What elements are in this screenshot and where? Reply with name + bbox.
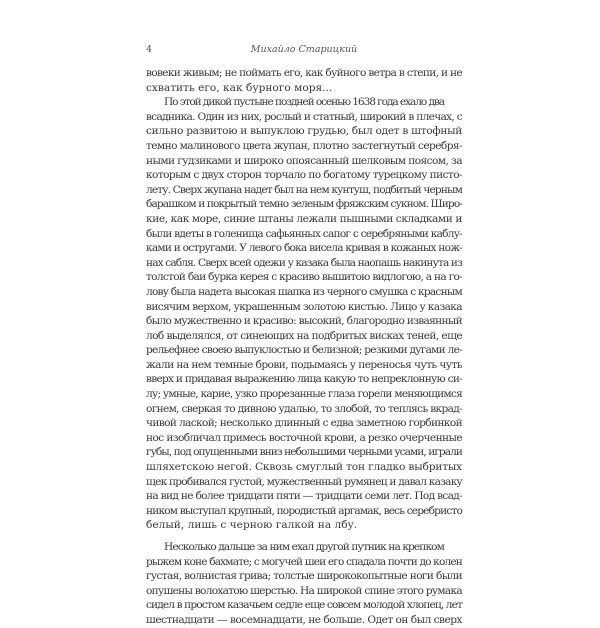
text-line: кие, как море, синие штаны лежали пышными складками и bbox=[146, 212, 462, 225]
text-line: лоб выделялся, от синеющих на подбритых висках теней, еще bbox=[146, 329, 462, 342]
text-line: огнем, сверкая то дивною удалью, то злобой, то теплясь вкрад- bbox=[146, 402, 462, 415]
text-line: барашком и покрытый темно зеленым фряжским сукном. Широ- bbox=[146, 198, 462, 211]
text-line: лову была надета высокая шапка из черного смушка с красным bbox=[146, 285, 462, 298]
text-line: чивой лаской; несколько длинный с едва заметною горбинкой bbox=[146, 417, 462, 430]
text-line: шляхетскою негой. Сквозь смуглый тон гладко выбритых bbox=[146, 461, 462, 474]
text-line: губы, под опущенными вниз небольшими черными усами, играли bbox=[146, 446, 462, 459]
text-line: всадника. Один из них, рослый и статный, широкий в плечах, с bbox=[146, 110, 462, 123]
text-line: темно малинового цвета жупан, плотно застегнутый серебря- bbox=[146, 139, 462, 152]
paragraph bbox=[146, 540, 462, 628]
text-line: вверх и придавая выражению лица какую то непреклонную си- bbox=[146, 373, 462, 386]
text-line: густая, волнистая грива; толстые ширококопытные ноги были bbox=[146, 570, 463, 583]
body-text bbox=[146, 66, 462, 628]
text-line: рельефнее своею выпуклостью и белизной; резкими дугами ле- bbox=[146, 344, 462, 357]
paragraph-spacer bbox=[146, 533, 462, 540]
text-line: рыжем коне бахмате; с могучей шеи его спадала почти до колен bbox=[146, 555, 462, 568]
paragraph bbox=[146, 95, 462, 533]
text-line: лету. Сверх жупана надет был на нем кунтуш, подбитый черным bbox=[146, 183, 462, 196]
text-line: сидел в простом казачьем седле еще совсем молодой хлопец, лет bbox=[146, 599, 462, 612]
text-line: нах сабля. Сверх всей одежи у казака была наопашь накинута из bbox=[146, 256, 462, 269]
text-line: белый, лишь с черною галкой на лбу. bbox=[146, 519, 358, 532]
text-line: которым с двух сторон торчало по богатому турецкому писто- bbox=[146, 169, 462, 182]
paragraph bbox=[146, 66, 462, 95]
text-line: нос изобличал примесь восточной крови, а резко очерченные bbox=[146, 431, 462, 444]
text-line: толстой баи бурка керея с красиво вышитою видлогою, а на го- bbox=[146, 271, 462, 284]
text-line: висячим верхом, украшенным золотою кистью. Лицо у казака bbox=[146, 300, 462, 313]
running-header bbox=[146, 44, 462, 58]
running-header-author: Михайло Старицкий bbox=[250, 44, 358, 55]
text-line: По этой дикой пустыне поздней осенью 1638 года ехало два bbox=[164, 96, 444, 109]
text-line: было мужественно и красиво: высокий, благородно изваянный bbox=[146, 315, 462, 328]
text-line: ками и остругами. У левого бока висела кривая в кожаных нож- bbox=[146, 242, 462, 255]
text-line: лу; умные, карие, узко прорезанные глаза горели меняющимся bbox=[146, 388, 462, 401]
text-line: на вид не более тридцати пяти — тридцати семи лет. Под всад- bbox=[146, 490, 462, 503]
text-line: опушены волохатою шерстью. На широкой спине этого румака bbox=[146, 584, 462, 597]
text-line: сильно развитою и выпуклою грудью, был одет в штофный bbox=[146, 125, 462, 138]
text-line: ными гудзиками и широко опоясанный шелковым поясом, за bbox=[146, 154, 462, 167]
text-line: были вдеты в голенища сафьянных сапог с серебряными каблу- bbox=[146, 227, 463, 240]
text-line: ником выступал крупный, породистый аргамак, весь серебристо bbox=[146, 504, 462, 517]
page-number: 4 bbox=[146, 44, 153, 55]
text-line: схватить его, как бурного моря... bbox=[146, 81, 333, 94]
text-line: щек пробивался густой, мужественный румянец и давал казаку bbox=[146, 475, 462, 488]
text-line: Несколько дальше за ним ехал другой путник на крепком bbox=[164, 541, 444, 553]
text-line: шестнадцати — восемнадцати, не больше. Одет он был сверх bbox=[146, 613, 462, 626]
text-line: вовеки живым; не поймать его, как буйного ветра в степи, и не bbox=[146, 67, 462, 79]
text-line: жали на нем темные брови, подымаясь у переносья чуть чуть bbox=[146, 358, 462, 371]
